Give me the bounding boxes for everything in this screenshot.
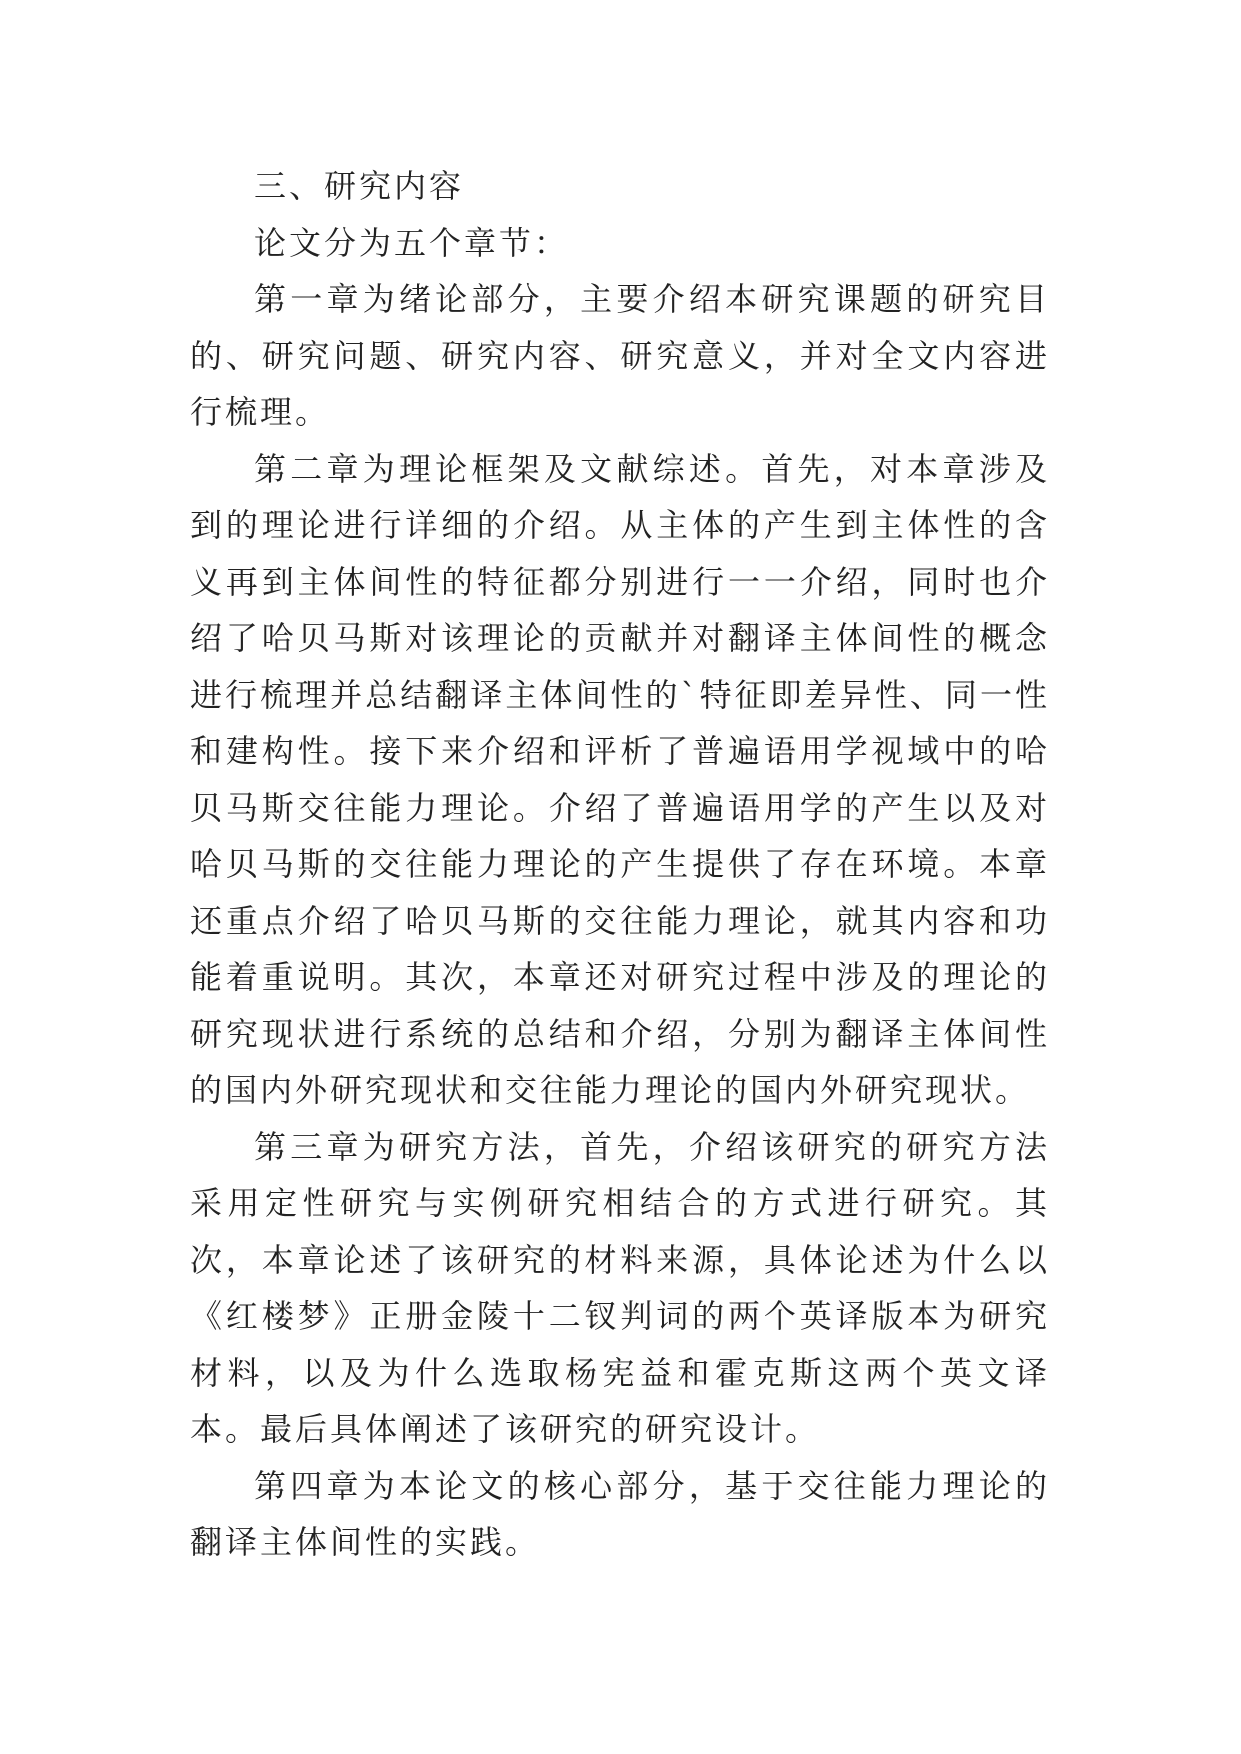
paragraph-chapter-2: 第二章为理论框架及文献综述。首先，对本章涉及到的理论进行详细的介绍。从主体的产生到主体性的含义再到主体间性的特征都分别进行一一介绍，同时也介绍了哈贝马斯对该理论的贡献并对翻译主体间性的概念进行梳理并总结翻译主体间性的`特征即差异性、同一性和建构性。接下来介绍和评析了普遍语用学视域中的哈贝马斯交往能力理论。介绍了普遍语用学的产生以及对哈贝马斯的交往能力理论的产生提供了存在环境。本章还重点介绍了哈贝马斯的交往能力理论，就其内容和功能着重说明。其次，本章还对研究过程中涉及的理论的研究现状进行系统的总结和介绍，分别为翻译主体间性的国内外研究现状和交往能力理论的国内外研究现状。 (190, 449, 1050, 1109)
paragraph-chapter-4: 第四章为本论文的核心部分，基于交往能力理论的翻译主体间性的实践。 (190, 1466, 1050, 1561)
paragraph-chapter-3: 第三章为研究方法，首先，介绍该研究的研究方法采用定性研究与实例研究相结合的方式进行研究。其次，本章论述了该研究的材料来源，具体论述为什么以《红楼梦》正册金陵十二钗判词的两个英译版本为研究材料，以及为什么选取杨宪益和霍克斯这两个英文译本。最后具体阐述了该研究的研究设计。 (190, 1127, 1050, 1448)
paragraph-chapter-1: 第一章为绪论部分，主要介绍本研究课题的研究目的、研究问题、研究内容、研究意义，并对全文内容进行梳理。 (190, 280, 1050, 431)
intro-line: 论文分为五个章节： (254, 223, 570, 262)
section-heading: 三、研究内容 (254, 167, 465, 205)
document-body (190, 158, 1050, 1571)
